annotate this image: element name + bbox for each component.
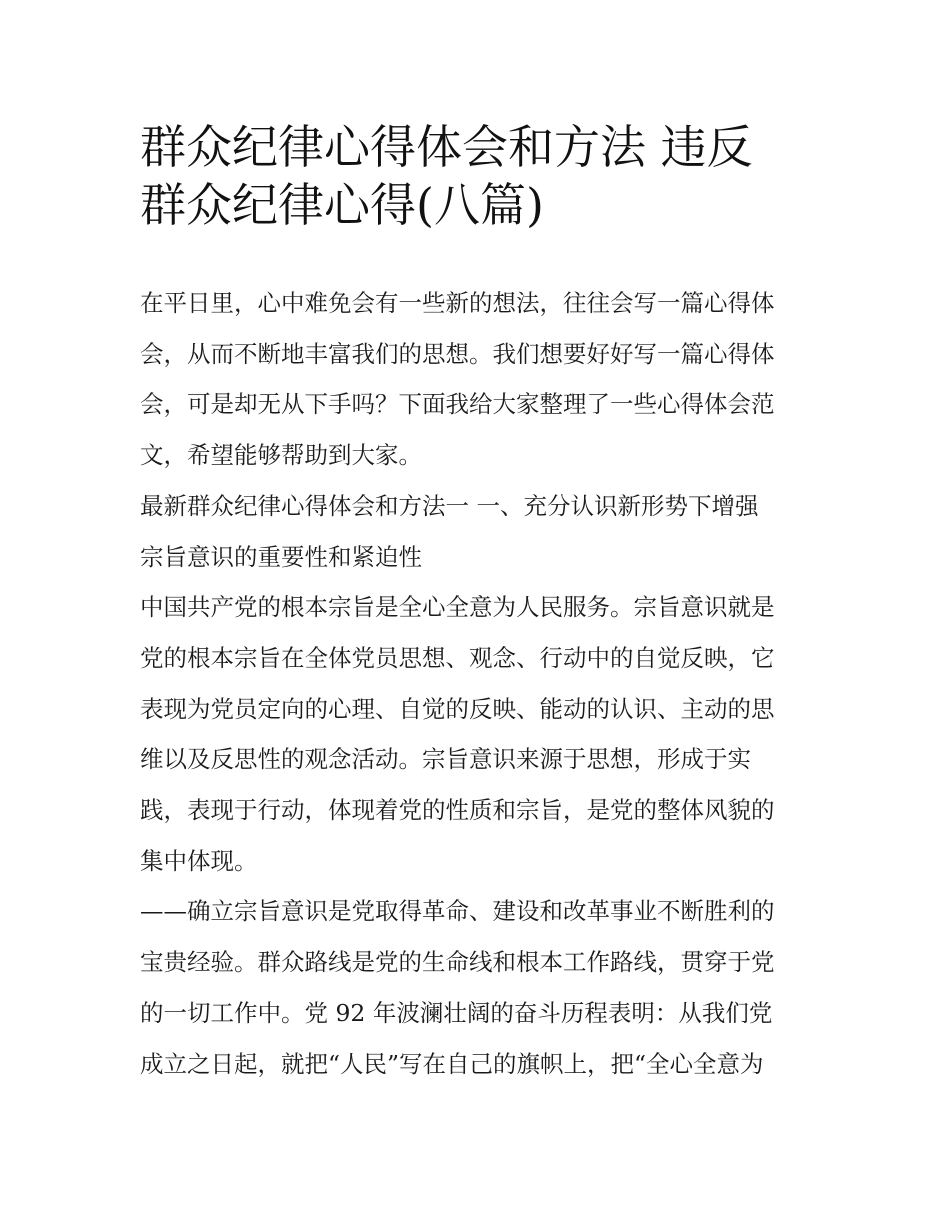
document-title bbox=[140, 118, 820, 234]
text-line: 集中体现。 bbox=[140, 846, 258, 875]
text-line: 表现为党员定向的心理、自觉的反映、能动的认识、主动的思 bbox=[140, 694, 775, 723]
text-line: 最新群众纪律心得体会和方法一 一、充分认识新形势下增强 bbox=[140, 491, 759, 520]
text-line: 在平日里，心中难免会有一些新的想法，往往会写一篇心得体 bbox=[140, 289, 775, 317]
text-line: 维以及反思性的观念活动。宗旨意识来源于思想，形成于实 bbox=[140, 745, 751, 774]
text-line: 会，从而不断地丰富我们的思想。我们想要好好写一篇心得体 bbox=[140, 339, 775, 368]
paragraph-intro bbox=[140, 278, 820, 481]
text-line: 文，希望能够帮助到大家。 bbox=[140, 441, 422, 470]
paragraph-experience bbox=[140, 886, 820, 1089]
title-line-1: 群众纪律心得体会和方法 违反 bbox=[140, 120, 753, 174]
document-body bbox=[140, 278, 820, 1089]
text-line: 践，表现于行动，体现着党的性质和宗旨，是党的整体风貌的 bbox=[140, 796, 775, 825]
paragraph-purpose bbox=[140, 582, 820, 886]
text-line: 党的根本宗旨在全体党员思想、观念、行动中的自觉反映，它 bbox=[140, 643, 775, 672]
title-line-2: 群众纪律心得(八篇) bbox=[140, 178, 544, 232]
text-line: 会，可是却无从下手吗？下面我给大家整理了一些心得体会范 bbox=[140, 390, 775, 419]
text-line: 中国共产党的根本宗旨是全心全意为人民服务。宗旨意识就是 bbox=[140, 593, 775, 622]
text-line: 的一切工作中。党 92 年波澜壮阔的奋斗历程表明：从我们党 bbox=[140, 998, 773, 1027]
text-line: 宗旨意识的重要性和紧迫性 bbox=[140, 542, 422, 571]
paragraph-section-heading bbox=[140, 481, 820, 582]
text-line: 宝贵经验。群众路线是党的生命线和根本工作路线，贯穿于党 bbox=[140, 948, 775, 977]
text-line: 成立之日起，就把“人民”写在自己的旗帜上，把“全心全意为 bbox=[140, 1049, 764, 1078]
text-line: ——确立宗旨意识是党取得革命、建设和改革事业不断胜利的 bbox=[140, 897, 775, 926]
